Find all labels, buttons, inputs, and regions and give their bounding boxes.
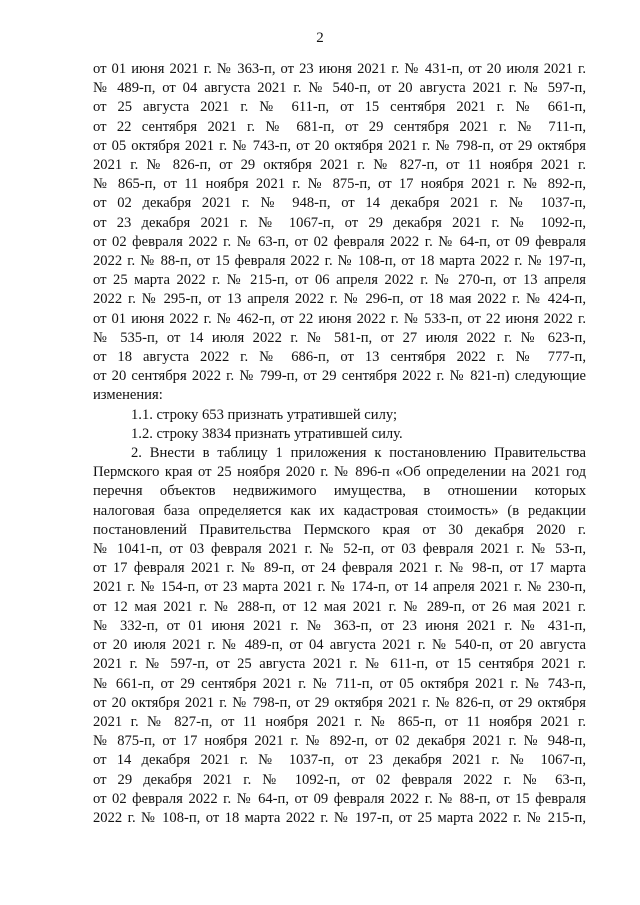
text-line: налоговая база определяется как их кадастровая стоимость» (в редакции [93, 502, 586, 519]
text-line: от 20 июля 2021 г. № 489-п, от 04 августа 2021 г. № 540-п, от 20 августа [93, 637, 586, 654]
text-line: № 1041-п, от 03 февраля 2021 г. № 52-п, от 03 февраля 2021 г. № 53-п, [93, 541, 586, 558]
text-line: от 01 июня 2021 г. № 363-п, от 23 июня 2021 г. № 431-п, от 20 июля 2021 г. [93, 61, 586, 77]
text-line: от 20 сентября 2022 г. № 799-п, от 29 сентября 2022 г. № 821-п) следующие [93, 368, 586, 385]
text-line: Пермского края от 25 ноября 2020 г. № 896-п «Об определении на 2021 год [93, 464, 586, 481]
text-line: 2022 г. № 295-п, от 13 апреля 2022 г. № 296-п, от 18 мая 2022 г. № 424-п, [93, 291, 586, 308]
document-body [93, 60, 586, 828]
text-line: 2021 г. № 826-п, от 29 октября 2021 г. № 827-п, от 11 ноября 2021 г. [93, 157, 586, 174]
text-line: 2021 г. № 154-п, от 23 марта 2021 г. № 174-п, от 14 апреля 2021 г. № 230-п, [93, 579, 586, 596]
text-line: от 22 сентября 2021 г. № 681-п, от 29 сентября 2021 г. № 711-п, [93, 118, 586, 135]
text-line: от 14 декабря 2021 г. № 1037-п, от 23 декабря 2021 г. № 1067-п, [93, 752, 586, 769]
text-line: от 25 августа 2021 г. № 611-п, от 15 сентября 2021 г. № 661-п, [93, 99, 586, 116]
text-line: от 02 февраля 2022 г. № 63-п, от 02 февраля 2022 г. № 64-п, от 09 февраля [93, 233, 586, 250]
text-line: от 02 февраля 2022 г. № 64-п, от 09 февраля 2022 г. № 88-п, от 15 февраля [93, 790, 586, 807]
text-line: № 535-п, от 14 июля 2022 г. № 581-п, от 27 июля 2022 г. № 623-п, [93, 329, 586, 346]
text-line: 2021 г. № 827-п, от 11 ноября 2021 г. № 865-п, от 11 ноября 2021 г. [93, 713, 586, 730]
text-line: 2022 г. № 88-п, от 15 февраля 2022 г. № 108-п, от 18 марта 2022 г. № 197-п, [93, 253, 586, 270]
text-line: 1.2. строку 3834 признать утратившей силу. [131, 425, 403, 442]
text-line: перечня объектов недвижимого имущества, в отношении которых [93, 483, 586, 500]
text-line: постановлений Правительства Пермского края от 30 декабря 2020 г. [93, 521, 586, 538]
text-line: № 332-п, от 01 июня 2021 г. № 363-п, от 23 июня 2021 г. № 431-п, [93, 617, 586, 634]
text-line: от 12 мая 2021 г. № 288-п, от 12 мая 2021 г. № 289-п, от 26 мая 2021 г. [93, 598, 586, 615]
text-line: от 18 августа 2022 г. № 686-п, от 13 сентября 2022 г. № 777-п, [93, 349, 586, 366]
text-line: 1.1. строку 653 признать утратившей силу; [131, 406, 398, 423]
text-line: № 875-п, от 17 ноября 2021 г. № 892-п, от 02 декабря 2021 г. № 948-п, [93, 733, 586, 750]
text-line: от 01 июня 2022 г. № 462-п, от 22 июня 2022 г. № 533-п, от 22 июня 2022 г. [93, 310, 586, 327]
text-line: от 05 октября 2021 г. № 743-п, от 20 октября 2021 г. № 798-п, от 29 октября [93, 137, 586, 154]
text-line: изменения: [93, 387, 163, 404]
text-line: 2. Внести в таблицу 1 приложения к постановлению Правительства [131, 445, 586, 462]
text-line: от 25 марта 2022 г. № 215-п, от 06 апреля 2022 г. № 270-п, от 13 апреля [93, 272, 586, 289]
text-line: от 17 февраля 2021 г. № 89-п, от 24 февраля 2021 г. № 98-п, от 17 марта [93, 560, 586, 577]
page-number: 2 [316, 30, 324, 46]
text-line: № 865-п, от 11 ноября 2021 г. № 875-п, от 17 ноября 2021 г. № 892-п, [93, 176, 586, 193]
text-line: от 23 декабря 2021 г. № 1067-п, от 29 декабря 2021 г. № 1092-п, [93, 214, 586, 231]
text-line: 2021 г. № 597-п, от 25 августа 2021 г. № 611-п, от 15 сентября 2021 г. [93, 656, 586, 673]
text-line: 2022 г. № 108-п, от 18 марта 2022 г. № 197-п, от 25 марта 2022 г. № 215-п, [93, 809, 586, 826]
text-line: от 29 декабря 2021 г. № 1092-п, от 02 февраля 2022 г. № 63-п, [93, 771, 586, 788]
text-line: № 489-п, от 04 августа 2021 г. № 540-п, от 20 августа 2021 г. № 597-п, [93, 80, 586, 97]
text-line: от 20 октября 2021 г. № 798-п, от 29 октября 2021 г. № 826-п, от 29 октября [93, 694, 586, 711]
text-line: № 661-п, от 29 сентября 2021 г. № 711-п, от 05 октября 2021 г. № 743-п, [93, 675, 586, 692]
text-line: от 02 декабря 2021 г. № 948-п, от 14 декабря 2021 г. № 1037-п, [93, 195, 586, 212]
